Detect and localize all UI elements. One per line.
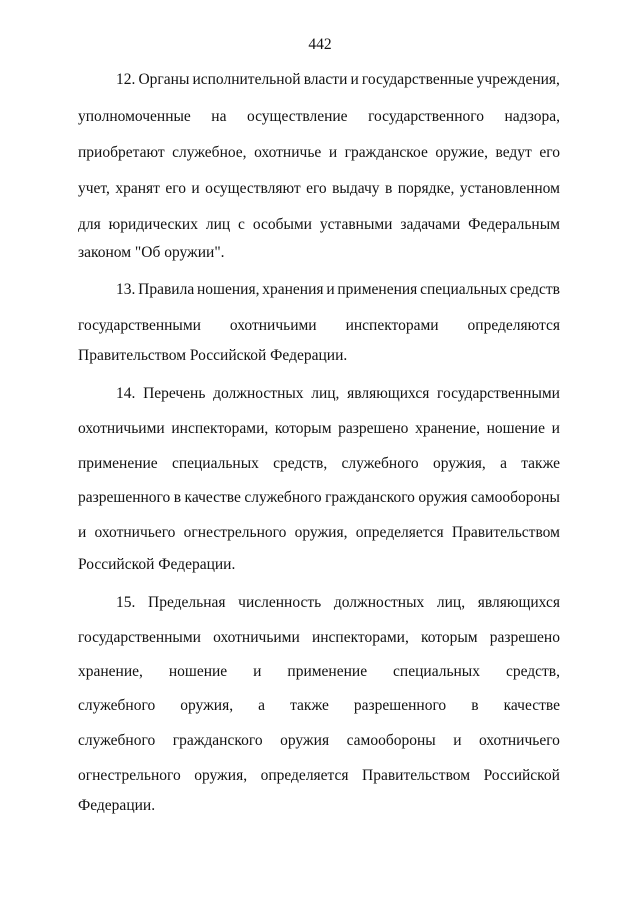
paragraph-line — [78, 143, 560, 163]
word: хранения — [262, 281, 324, 298]
word: приобретают — [78, 144, 165, 161]
word: государственными — [78, 629, 201, 646]
word: также — [290, 697, 329, 714]
word: охотничьими — [78, 420, 165, 437]
word: Органы — [138, 71, 190, 88]
paragraph-line — [78, 179, 560, 199]
word: применение — [287, 663, 368, 680]
word: специальных — [393, 663, 480, 680]
word: осуществление — [246, 108, 348, 125]
paragraph-line — [116, 593, 560, 613]
word: государственными — [437, 385, 560, 402]
paragraph-line: Российской Федерации. — [78, 556, 236, 573]
word: Правительством — [451, 524, 560, 541]
word: в — [173, 489, 182, 506]
word: служебного — [341, 455, 419, 472]
word: хранение, — [78, 663, 143, 680]
word: численность — [238, 594, 322, 611]
paragraph-line — [78, 454, 560, 474]
word: надзора, — [504, 108, 560, 125]
paragraph-line — [78, 731, 560, 751]
word: юридических — [108, 216, 198, 233]
word: исполнительной — [192, 71, 301, 88]
word: служебное, — [172, 144, 247, 161]
word: в — [471, 697, 479, 714]
word: Федеральным — [468, 216, 560, 233]
word: и — [253, 663, 262, 680]
word: качестве — [184, 489, 241, 506]
paragraph-line: законом "Об оружии". — [78, 244, 225, 261]
word: власти — [303, 71, 348, 88]
paragraph-line — [78, 628, 560, 648]
paragraph-line — [78, 696, 560, 716]
word: средств — [509, 281, 560, 298]
word: средств, — [505, 663, 560, 680]
word: а — [500, 455, 507, 472]
word: Предельная — [148, 594, 226, 611]
word: служебного — [78, 732, 156, 749]
paragraph-line — [78, 419, 560, 439]
word: оружия, — [180, 697, 234, 714]
word: порядке, — [397, 180, 455, 197]
word: лиц — [205, 216, 231, 233]
word: хранение, — [415, 420, 480, 437]
word: инспекторами, — [171, 420, 269, 437]
paragraph-line — [78, 766, 560, 786]
word: Правительством — [362, 767, 471, 784]
word: с — [238, 216, 245, 233]
word: 12. — [116, 71, 136, 88]
word: в — [384, 180, 393, 197]
word: государственного — [368, 108, 484, 125]
word: инспекторами — [345, 317, 439, 334]
word: оружия, — [432, 455, 486, 472]
word: охотничьими — [213, 629, 300, 646]
word: выдачу — [332, 180, 380, 197]
word: которым — [274, 420, 332, 437]
word: применение — [78, 455, 158, 472]
word: огнестрельного — [183, 524, 287, 541]
word: его — [539, 144, 560, 161]
word: специальных — [171, 455, 259, 472]
word: охотничьего — [479, 732, 560, 749]
paragraph-line — [78, 488, 560, 508]
word: и — [328, 144, 338, 161]
word: охотничьими — [229, 317, 317, 334]
word: самообороны — [470, 489, 560, 506]
word: его — [306, 180, 327, 197]
word: Перечень — [143, 385, 206, 402]
word: оружия, — [294, 524, 348, 541]
word: должностных — [213, 385, 304, 402]
word: а — [258, 697, 266, 714]
word: должностных — [333, 594, 425, 611]
word: средств, — [273, 455, 328, 472]
word: разрешено — [489, 629, 560, 646]
word: оружия, — [194, 767, 248, 784]
word: ношение — [168, 663, 228, 680]
page-number: 442 — [308, 36, 332, 53]
word: и — [551, 420, 560, 437]
word: которым — [420, 629, 478, 646]
word: лиц, — [311, 385, 340, 402]
word: определяется — [355, 524, 444, 541]
word: определяется — [260, 767, 349, 784]
word: 14. — [116, 385, 136, 402]
word: Российской — [483, 767, 560, 784]
word: уставными — [319, 216, 393, 233]
paragraph-line: Федерации. — [78, 797, 156, 814]
word: разрешено — [338, 420, 409, 437]
word: гражданского — [172, 732, 263, 749]
word: специальных — [420, 281, 508, 298]
paragraph-line: Правительством Российской Федерации. — [78, 347, 348, 364]
word: являющихся — [477, 594, 560, 611]
paragraph-line — [116, 384, 560, 404]
word: на — [211, 108, 227, 125]
paragraph-line — [78, 523, 560, 543]
word: и — [191, 180, 200, 197]
paragraph-line — [78, 316, 560, 336]
word: учреждения, — [476, 71, 560, 88]
word: гражданского — [325, 489, 415, 506]
word: 15. — [116, 594, 136, 611]
word: охотничьего — [94, 524, 176, 541]
word: государственные — [361, 71, 474, 88]
word: и — [326, 281, 335, 298]
word: и — [78, 524, 87, 541]
word: для — [78, 216, 101, 233]
word: оружие, — [435, 144, 488, 161]
word: 13. — [116, 281, 136, 298]
paragraph-line — [78, 215, 560, 235]
paragraph-line — [116, 280, 560, 300]
word: оружия — [280, 732, 330, 749]
word: также — [521, 455, 560, 472]
word: инспекторами, — [311, 629, 409, 646]
word: качестве — [503, 697, 560, 714]
word: и — [453, 732, 462, 749]
word: Правила — [138, 281, 195, 298]
word: оружия — [418, 489, 468, 506]
paragraph-line — [78, 107, 560, 127]
word: разрешенного — [78, 489, 171, 506]
word: являющихся — [347, 385, 430, 402]
word: ношение — [486, 420, 545, 437]
word: определяются — [467, 317, 560, 334]
word: служебного — [244, 489, 322, 506]
word: самообороны — [346, 732, 436, 749]
word: его — [165, 180, 186, 197]
word: лиц, — [436, 594, 466, 611]
word: уполномоченные — [78, 108, 191, 125]
word: осуществляют — [205, 180, 301, 197]
word: государственными — [78, 317, 201, 334]
word: хранят — [115, 180, 160, 197]
word: особыми — [252, 216, 312, 233]
word: задачами — [400, 216, 461, 233]
word: ведут — [495, 144, 532, 161]
word: учет, — [78, 180, 110, 197]
word: разрешенного — [353, 697, 447, 714]
word: ношения, — [197, 281, 260, 298]
word: установленном — [459, 180, 560, 197]
word: огнестрельного — [78, 767, 181, 784]
word: охотничье — [254, 144, 322, 161]
word: гражданское — [344, 144, 428, 161]
paragraph-line — [116, 70, 560, 90]
word: и — [350, 71, 359, 88]
paragraph-line — [78, 662, 560, 682]
word: служебного — [78, 697, 156, 714]
word: применения — [337, 281, 418, 298]
